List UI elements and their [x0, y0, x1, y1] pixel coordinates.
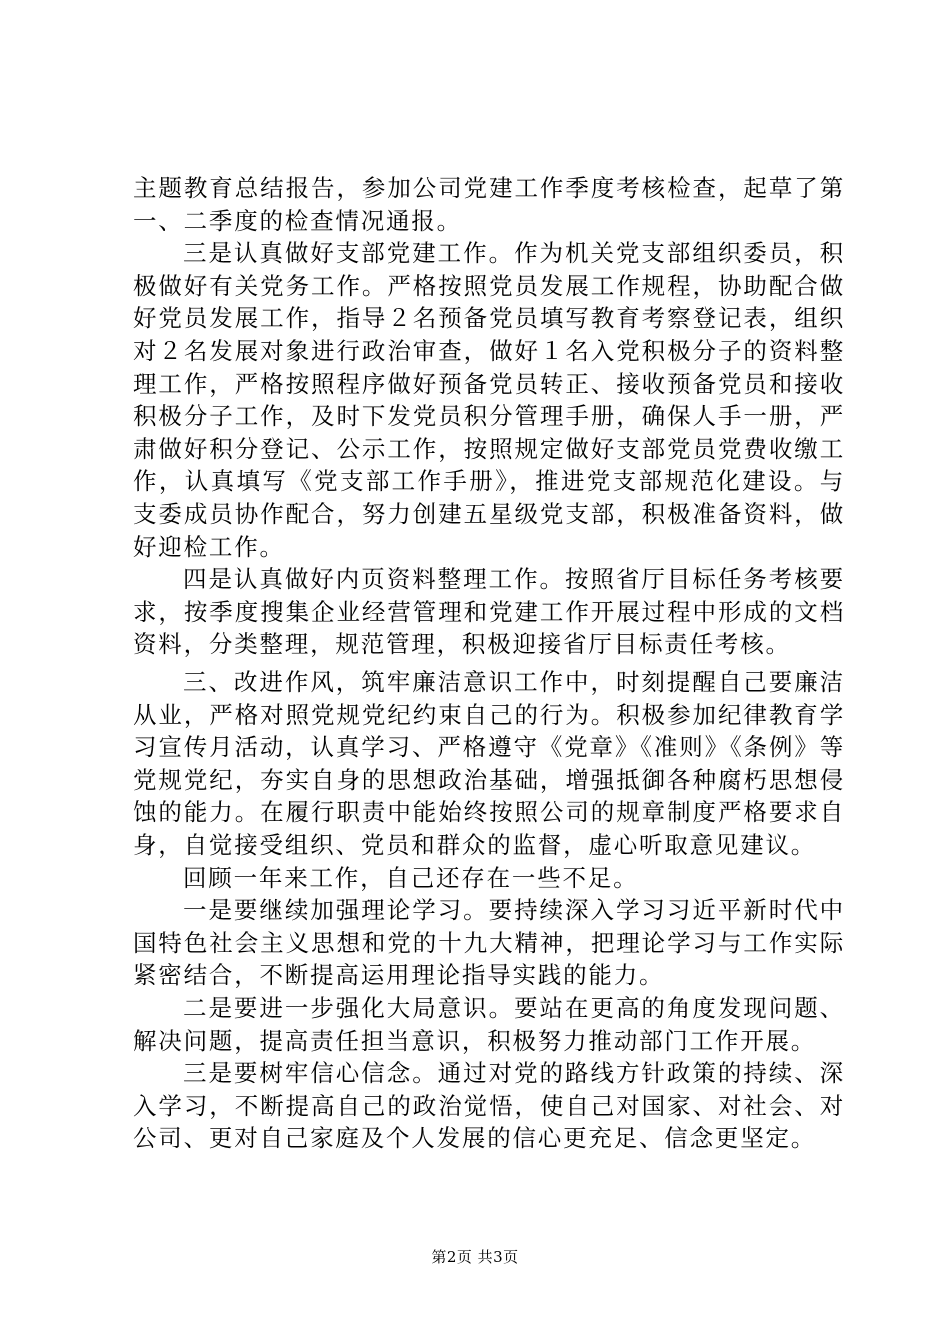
page-number-footer: 第2页 共3页: [431, 1248, 519, 1266]
paragraph-party-building: 三是认真做好支部党建工作。作为机关党支部组织委员，积极做好有关党务工作。严格按照党员发展工作规程，协助配合做好党员发展工作，指导２名预备党员填写教育考察登记表，组织对２名发展对象进行政治审查，做好１名入党积极分子的资料整理工作，严格按照程序做好预备党员转正、接收预备党员和接收积极分子工作，及时下发党员积分管理手册，确保人手一册，严肃做好积分登记、公示工作，按照规定做好支部党员党费收缴工作，认真填写《党支部工作手册》，推进党支部规范化建设。与支委成员协作配合，努力创建五星级党支部，积极准备资料，做好迎检工作。: [133, 239, 845, 561]
paragraph-theory-study: 一是要继续加强理论学习。要持续深入学习习近平新时代中国特色社会主义思想和党的十九大精神，把理论学习与工作实际紧密结合，不断提高运用理论指导实践的能力。: [133, 896, 845, 990]
paragraph-confidence: 三是要树牢信心信念。通过对党的路线方针政策的持续、深入学习，不断提高自己的政治觉悟，使自己对国家、对社会、对公司、更对自己家庭及个人发展的信心更充足、信念更坚定。: [133, 1059, 845, 1153]
body-text-section-2: [133, 666, 845, 1155]
paragraph-big-picture: 二是要进一步强化大局意识。要站在更高的角度发现问题、解决问题，提高责任担当意识，积极努力推动部门工作开展。: [133, 993, 845, 1055]
paragraph-shortcomings-intro: 回顾一年来工作，自己还存在一些不足。: [183, 863, 639, 892]
paragraph-archive-work: 四是认真做好内页资料整理工作。按照省厅目标任务考核要求，按季度搜集企业经营管理和党建工作开展过程中形成的文档资料，分类整理，规范管理，积极迎接省厅目标责任考核。: [133, 565, 845, 659]
paragraph-continuation: 主题教育总结报告，参加公司党建工作季度考核检查，起草了第一、二季度的检查情况通报。: [133, 174, 845, 235]
body-text-section-1: [133, 172, 845, 661]
paragraph-integrity: 三、改进作风，筑牢廉洁意识工作中，时刻提醒自己要廉洁从业，严格对照党规党纪约束自己的行为。积极参加纪律教育学习宣传月活动，认真学习、严格遵守《党章》《准则》《条例》等党规党纪，夯实自身的思想政治基础，增强抵御各种腐朽思想侵蚀的能力。在履行职责中能始终按照公司的规章制度严格要求自身，自觉接受组织、党员和群众的监督，虚心听取意见建议。: [133, 668, 845, 859]
